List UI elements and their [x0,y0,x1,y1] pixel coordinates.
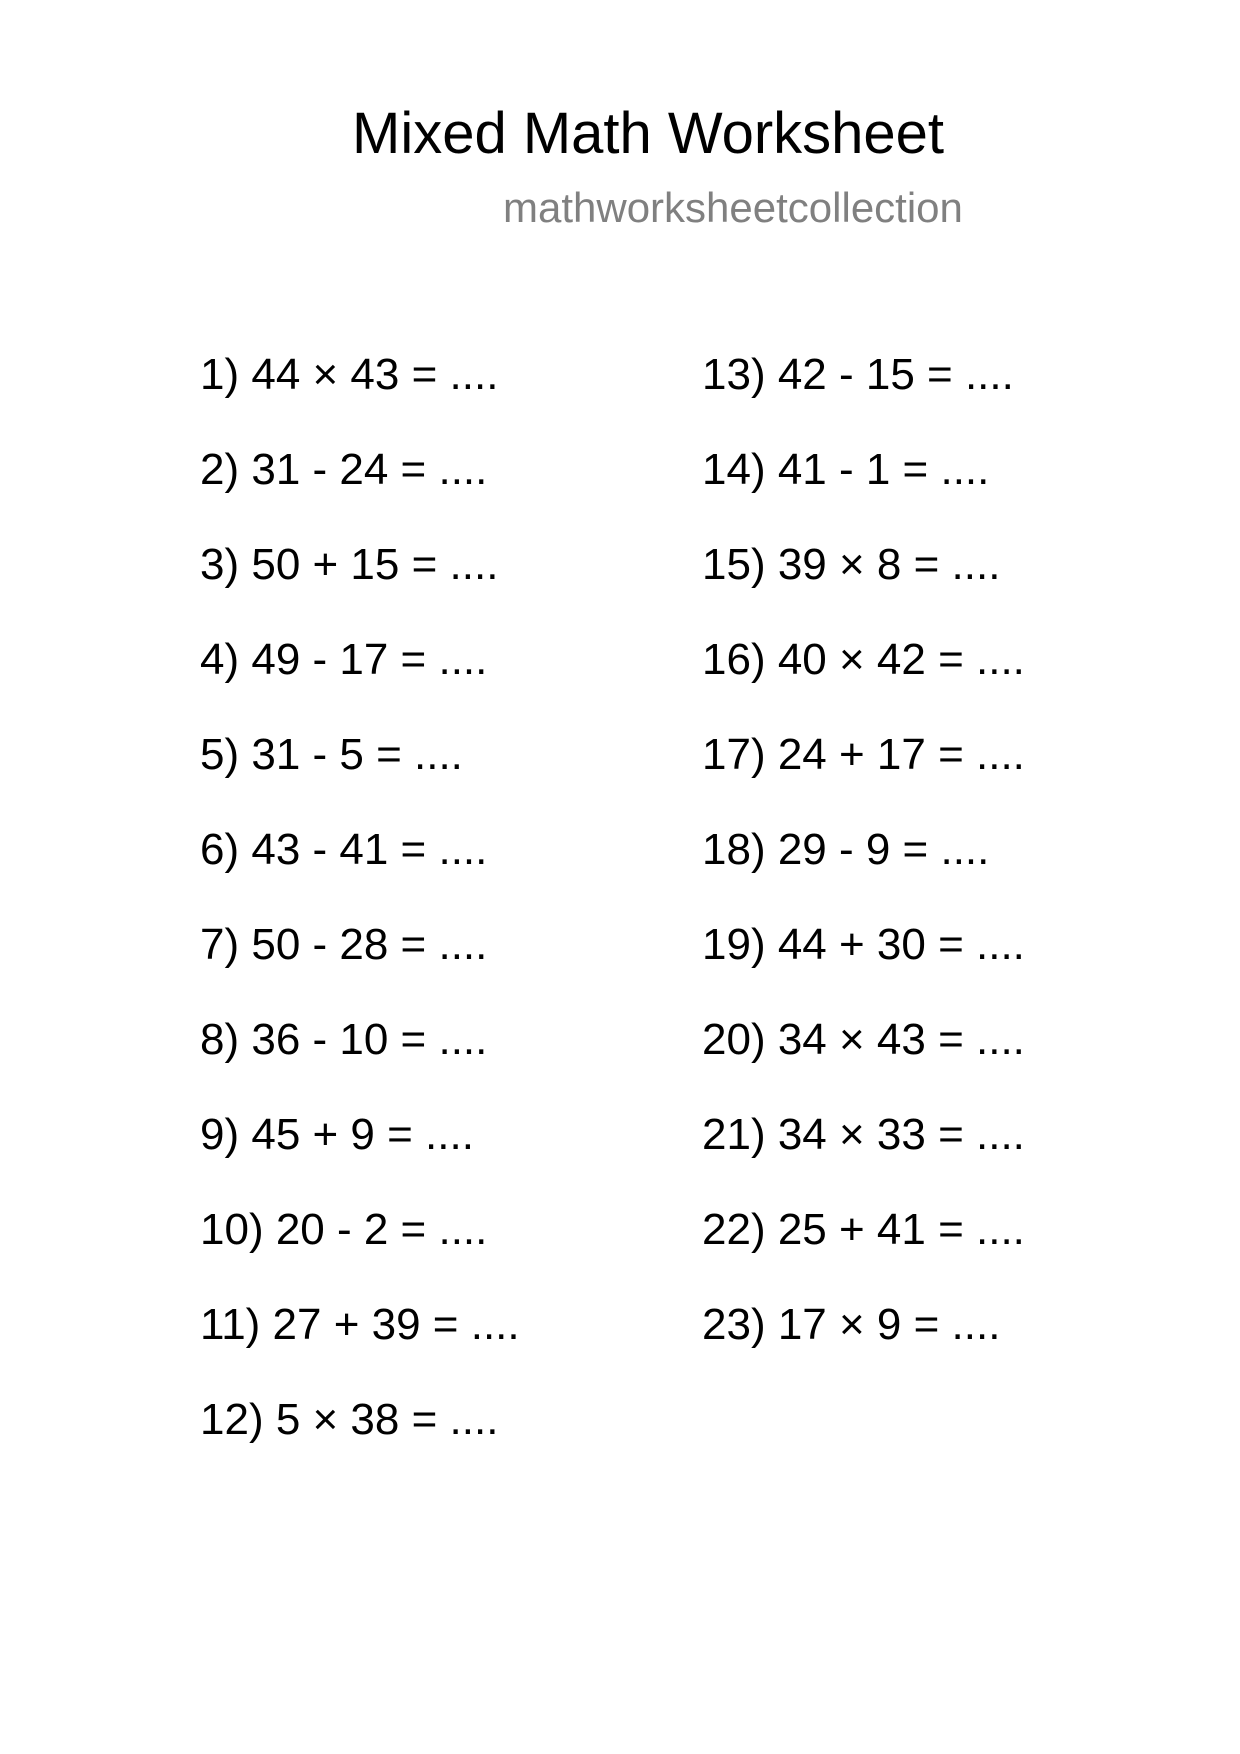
problem-item: 21) 34 × 33 = .... [702,1110,1025,1159]
problems-left-column [200,349,520,1489]
problem-item: 5) 31 - 5 = .... [200,730,463,779]
problem-item: 2) 31 - 24 = .... [200,445,488,494]
problem-item: 8) 36 - 10 = .... [200,1015,488,1064]
problem-item: 10) 20 - 2 = .... [200,1205,488,1254]
problem-item: 3) 50 + 15 = .... [200,540,499,589]
problem-item: 1) 44 × 43 = .... [200,350,499,399]
problem-item: 12) 5 × 38 = .... [200,1395,499,1444]
worksheet-subtitle: mathworksheetcollection [503,184,963,231]
problems-right-column [702,349,1025,1394]
problem-item: 7) 50 - 28 = .... [200,920,488,969]
problem-item: 9) 45 + 9 = .... [200,1110,474,1159]
problem-item: 6) 43 - 41 = .... [200,825,488,874]
problem-item: 19) 44 + 30 = .... [702,920,1025,969]
problem-item: 13) 42 - 15 = .... [702,350,1014,399]
problem-item: 22) 25 + 41 = .... [702,1205,1025,1254]
problem-item: 11) 27 + 39 = .... [200,1300,520,1349]
problem-item: 4) 49 - 17 = .... [200,635,488,684]
problem-item: 20) 34 × 43 = .... [702,1015,1025,1064]
worksheet-title: Mixed Math Worksheet [352,101,945,166]
problem-item: 17) 24 + 17 = .... [702,730,1025,779]
problem-item: 18) 29 - 9 = .... [702,825,990,874]
problem-item: 23) 17 × 9 = .... [702,1300,1001,1349]
problem-item: 15) 39 × 8 = .... [702,540,1001,589]
problem-item: 16) 40 × 42 = .... [702,635,1025,684]
problem-item: 14) 41 - 1 = .... [702,445,990,494]
